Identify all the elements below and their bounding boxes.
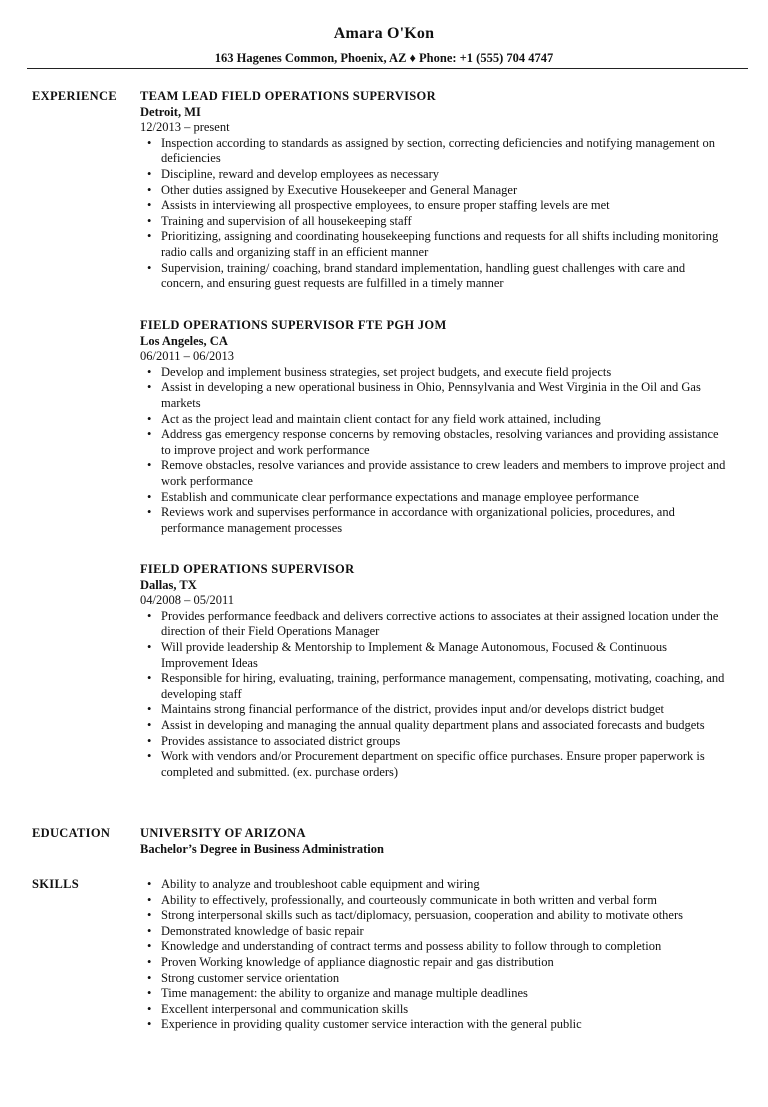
education-entry xyxy=(140,826,730,857)
list-item: • Work with vendors and/or Procurement department on specific office purchases. Ensure proper paperwork is completed and submitted. (ex. purchase orders) xyxy=(140,749,730,780)
list-item: • Discipline, reward and develop employees as necessary xyxy=(140,167,730,183)
list-item: • Other duties assigned by Executive Housekeeper and General Manager xyxy=(140,183,730,199)
skills-list xyxy=(140,877,730,1033)
experience-heading: EXPERIENCE xyxy=(32,89,117,103)
list-item: • Assist in developing a new operational business in Ohio, Pennsylvania and West Virginia in the Oil and Gas markets xyxy=(140,380,730,411)
list-item: • Proven Working knowledge of appliance diagnostic repair and gas distribution xyxy=(140,955,730,971)
job-entry-2 xyxy=(140,318,730,536)
job-title: FIELD OPERATIONS SUPERVISOR FTE PGH JOM xyxy=(140,318,447,332)
list-item: • Strong interpersonal skills such as tact/diplomacy, persuasion, cooperation and ability to motivate others xyxy=(140,908,730,924)
contact-line: 163 Hagenes Common, Phoenix, AZ ♦ Phone: +1 (555) 704 4747 xyxy=(214,51,554,65)
job-dates: 06/2011 – 06/2013 xyxy=(140,349,234,364)
list-item: • Inspection according to standards as assigned by section, correcting deficiencies and notifying management on deficiencies xyxy=(140,136,730,167)
job-location: Detroit, MI xyxy=(140,104,201,119)
list-item: • Ability to effectively, professionally, and courteously communicate in both written and verbal form xyxy=(140,893,730,909)
list-item: • Experience in providing quality customer service interaction with the general public xyxy=(140,1017,730,1033)
list-item: • Reviews work and supervises performance in accordance with organizational policies, procedures, and performance management processes xyxy=(140,505,730,536)
list-item: • Will provide leadership & Mentorship to Implement & Manage Autonomous, Focused & Continuous Improvement Ideas xyxy=(140,640,730,671)
list-item: • Establish and communicate clear performance expectations and manage employee performance xyxy=(140,490,730,506)
skills-heading: SKILLS xyxy=(32,877,79,891)
header-divider xyxy=(27,68,748,69)
skills-entry xyxy=(140,877,730,1033)
degree: Bachelor’s Degree in Business Administration xyxy=(140,841,384,856)
list-item: • Responsible for hiring, evaluating, training, performance management, compensating, motivating, coaching, and developing staff xyxy=(140,671,730,702)
list-item: • Provides assistance to associated district groups xyxy=(140,734,730,750)
list-item: • Develop and implement business strategies, set project budgets, and execute field projects xyxy=(140,365,730,381)
education-heading: EDUCATION xyxy=(32,826,111,840)
job-duties-list xyxy=(140,609,730,781)
list-item: • Knowledge and understanding of contract terms and possess ability to follow through to completion xyxy=(140,939,730,955)
list-item: • Strong customer service orientation xyxy=(140,971,730,987)
list-item: • Assist in developing and managing the annual quality department plans and associated forecasts and budgets xyxy=(140,718,730,734)
job-entry-3 xyxy=(140,562,730,780)
list-item: • Demonstrated knowledge of basic repair xyxy=(140,924,730,940)
job-dates: 04/2008 – 05/2011 xyxy=(140,593,234,608)
list-item: • Prioritizing, assigning and coordinating housekeeping functions and requests for all shifts including monitoring radio calls and organizing staff in an efficient manner xyxy=(140,229,730,260)
job-entry-1 xyxy=(140,89,730,292)
school-name: UNIVERSITY OF ARIZONA xyxy=(140,826,306,840)
job-title: TEAM LEAD FIELD OPERATIONS SUPERVISOR xyxy=(140,89,436,103)
list-item: • Ability to analyze and troubleshoot cable equipment and wiring xyxy=(140,877,730,893)
list-item: • Remove obstacles, resolve variances and provide assistance to crew leaders and members to improve project and work performance xyxy=(140,458,730,489)
candidate-name: Amara O'Kon xyxy=(333,25,435,42)
job-location: Los Angeles, CA xyxy=(140,333,228,348)
job-location: Dallas, TX xyxy=(140,577,197,592)
list-item: • Supervision, training/ coaching, brand standard implementation, handling guest challenges with care and concern, and ensuring guest requests are fulfilled in a timely manner xyxy=(140,261,730,292)
list-item: • Time management: the ability to organize and manage multiple deadlines xyxy=(140,986,730,1002)
job-duties-list xyxy=(140,365,730,537)
list-item: • Address gas emergency response concerns by removing obstacles, resolving variances and providing assistance to improve project and work performance xyxy=(140,427,730,458)
list-item: • Act as the project lead and maintain client contact for any field work attained, including xyxy=(140,412,730,428)
list-item: • Provides performance feedback and delivers corrective actions to associates at their assigned location under the direction of their Field Operations Manager xyxy=(140,609,730,640)
list-item: • Assists in interviewing all prospective employees, to ensure proper staffing levels are met xyxy=(140,198,730,214)
job-duties-list xyxy=(140,136,730,292)
job-dates: 12/2013 – present xyxy=(140,120,230,135)
list-item: • Excellent interpersonal and communication skills xyxy=(140,1002,730,1018)
list-item: • Training and supervision of all housekeeping staff xyxy=(140,214,730,230)
list-item: • Maintains strong financial performance of the district, provides input and/or develops district budget xyxy=(140,702,730,718)
job-title: FIELD OPERATIONS SUPERVISOR xyxy=(140,562,355,576)
